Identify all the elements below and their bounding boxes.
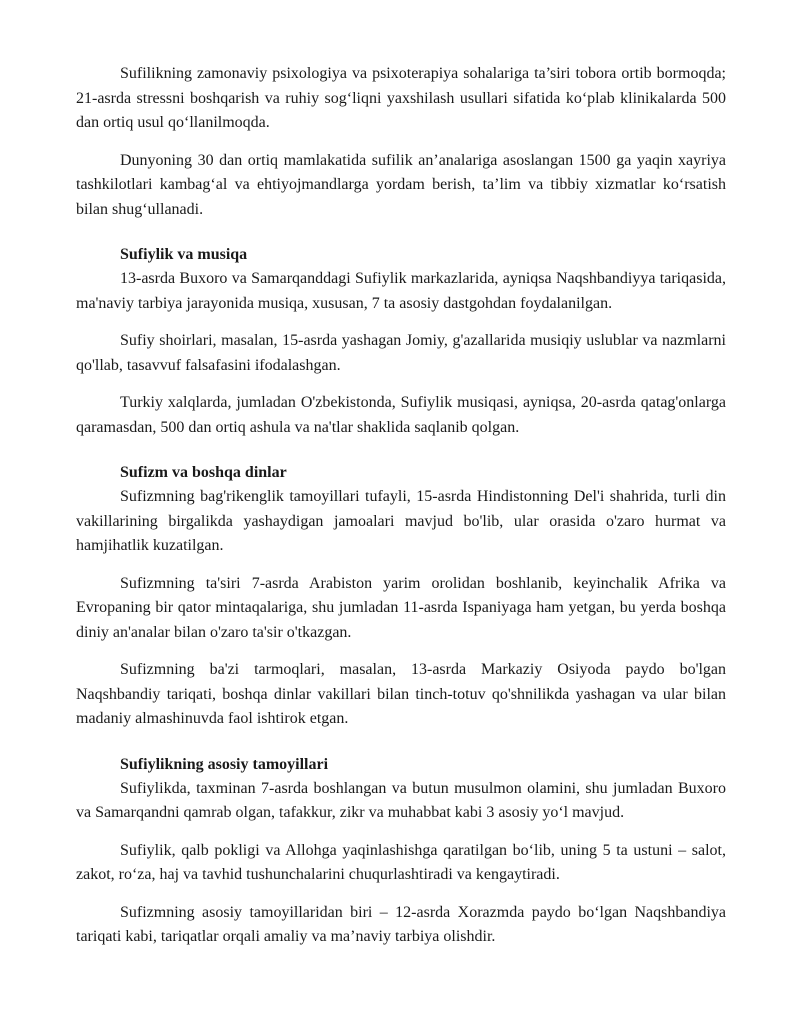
paragraph-principles-1: Sufiylikda, taxminan 7-asrda boshlangan va butun musulmon olamini, shu jumladan Buxoro va Samarqandni qamrab olgan, tafakkur, zikr va muhabbat kabi 3 asosiy yo‘l mavjud. [76, 779, 726, 821]
paragraph-intro-1: Sufilikning zamonaviy psixologiya va psixoterapiya sohalariga ta’siri tobora ortib bormoqda; 21-asrda stressni boshqarish va ruhiy sog‘liqni yaxshilash usullari sifatida ko‘plab klinikalarda 500 dan ortiq usul qo‘llanilmoqda. [76, 65, 726, 131]
paragraph-music-1: 13-asrda Buxoro va Samarqanddagi Sufiylik markazlarida, ayniqsa Naqshbandiyya tariqasida, ma'naviy tarbiya jarayonida musiqa, xususan, 7 ta asosiy dastgohdan foydalanilgan. [76, 270, 726, 312]
section-heading-principles: Sufiylikning asosiy tamoyillari [120, 755, 329, 773]
paragraph-religions-3: Sufizmning ba'zi tarmoqlari, masalan, 13-asrda Markaziy Osiyoda paydo bo'lgan Naqshbandiy tariqati, boshqa dinlar vakillari bilan tinch-totuv qo'shnilikda yashagan va ular bilan madaniy almashinuvda faol ishtirok etgan. [76, 661, 726, 727]
paragraph-religions-1: Sufizmning bag'rikenglik tamoyillari tufayli, 15-asrda Hindistonning Del'i shahrida, turli din vakillarining birgalikda yashaydigan jamoalari mavjud bo'lib, ular orasida o'zaro hurmat va hamjihatlik kuzatilgan. [76, 488, 726, 554]
paragraph-music-3: Turkiy xalqlarda, jumladan O'zbekistonda, Sufiylik musiqasi, ayniqsa, 20-asrda qatag'onlarga qaramasdan, 500 dan ortiq ashula va na'tlar shaklida saqlanib qolgan. [76, 394, 726, 436]
paragraph-principles-3: Sufizmning asosiy tamoyillaridan biri – 12-asrda Xorazmda paydo bo‘lgan Naqshbandiya tariqati kabi, tariqatlar orqali amaliy va ma’naviy tarbiya olishdir. [76, 903, 726, 945]
paragraph-religions-2: Sufizmning ta'siri 7-asrda Arabiston yarim orolidan boshlanib, keyinchalik Afrika va Evropaning bir qator mintaqalariga, shu jumladan 11-asrda Ispaniyaga ham yetgan, bu yerda boshqa diniy an'analar bilan o'zaro ta'sir o'tkazgan. [76, 574, 726, 641]
document-page [76, 62, 726, 950]
paragraph-principles-2: Sufiylik, qalb pokligi va Allohga yaqinlashishga qaratilgan bo‘lib, uning 5 ta ustuni – salot, zakot, ro‘za, haj va tavhid tushunchalarini chuqurlashtiradi va kengaytiradi. [76, 841, 726, 883]
section-heading-religions: Sufizm va boshqa dinlar [120, 464, 287, 481]
paragraph-intro-2: Dunyoning 30 dan ortiq mamlakatida sufilik an’analariga asoslangan 1500 ga yaqin xayriya tashkilotlari kambag‘al va ehtiyojmandlarga yordam berish, ta’lim va tibbiy xizmatlar ko‘rsatish bilan shug‘ullanadi. [76, 151, 726, 218]
section-heading-music: Sufiylik va musiqa [120, 246, 248, 263]
paragraph-music-2: Sufiy shoirlari, masalan, 15-asrda yashagan Jomiy, g'azallarida musiqiy uslublar va nazmlarni qo'llab, tasavvuf falsafasini ifodalashgan. [76, 332, 726, 374]
